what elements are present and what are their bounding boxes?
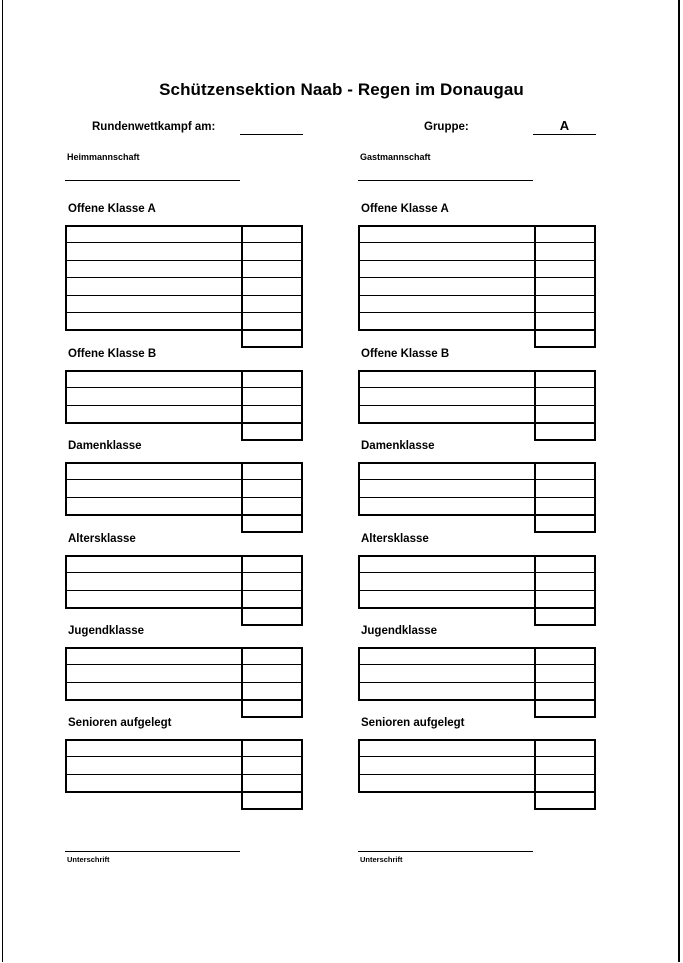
score-row[interactable]	[358, 774, 596, 775]
table-column-divider	[241, 739, 243, 792]
guest-team-field[interactable]	[358, 180, 533, 181]
table-right-border	[301, 462, 303, 515]
guest-section-label: Jugendklasse	[361, 625, 438, 637]
table-column-divider	[534, 462, 536, 515]
score-row[interactable]	[65, 682, 303, 683]
home-section-label: Altersklasse	[68, 533, 136, 545]
score-row[interactable]	[358, 647, 596, 649]
score-row[interactable]	[358, 682, 596, 683]
score-row[interactable]	[358, 462, 596, 464]
score-row[interactable]	[358, 572, 596, 573]
score-row[interactable]	[65, 312, 303, 313]
table-column-divider	[241, 225, 243, 330]
score-row[interactable]	[65, 370, 303, 372]
score-row[interactable]	[65, 277, 303, 278]
table-right-border	[594, 370, 596, 423]
score-row[interactable]	[65, 479, 303, 480]
table-column-divider	[241, 555, 243, 608]
guest-signature-line[interactable]	[358, 851, 533, 852]
table-column-divider	[241, 370, 243, 423]
score-row[interactable]	[65, 572, 303, 573]
score-row[interactable]	[358, 387, 596, 388]
score-row[interactable]	[358, 739, 596, 741]
score-row[interactable]	[358, 370, 596, 372]
score-row[interactable]	[65, 387, 303, 388]
score-row[interactable]	[65, 774, 303, 775]
score-row[interactable]	[65, 225, 303, 227]
date-field[interactable]	[240, 134, 303, 135]
score-row[interactable]	[358, 497, 596, 498]
home-section-label: Offene Klasse A	[68, 203, 156, 215]
guest-section-label: Altersklasse	[361, 533, 429, 545]
table-column-divider	[241, 462, 243, 515]
total-box[interactable]	[534, 423, 596, 441]
score-row[interactable]	[358, 277, 596, 278]
total-box[interactable]	[241, 700, 303, 718]
score-row[interactable]	[358, 312, 596, 313]
guest-signature-label: Unterschrift	[360, 855, 403, 864]
table-left-border	[358, 739, 360, 792]
total-box[interactable]	[241, 792, 303, 810]
total-box[interactable]	[534, 330, 596, 348]
home-team-label: Heimmannschaft	[67, 152, 140, 162]
home-signature-line[interactable]	[65, 851, 240, 852]
table-left-border	[65, 370, 67, 423]
score-row[interactable]	[65, 242, 303, 243]
score-row[interactable]	[358, 479, 596, 480]
score-row[interactable]	[65, 756, 303, 757]
score-row[interactable]	[65, 405, 303, 406]
score-row[interactable]	[65, 664, 303, 665]
table-left-border	[358, 462, 360, 515]
home-signature-label: Unterschrift	[67, 855, 110, 864]
total-box[interactable]	[241, 608, 303, 626]
table-column-divider	[534, 225, 536, 330]
total-box[interactable]	[534, 792, 596, 810]
score-row[interactable]	[65, 260, 303, 261]
home-team-field[interactable]	[65, 180, 240, 181]
table-right-border	[301, 555, 303, 608]
table-column-divider	[534, 647, 536, 700]
score-row[interactable]	[358, 756, 596, 757]
total-box[interactable]	[241, 423, 303, 441]
score-row[interactable]	[358, 295, 596, 296]
table-left-border	[65, 647, 67, 700]
home-section-label: Offene Klasse B	[68, 348, 157, 360]
table-left-border	[65, 462, 67, 515]
table-right-border	[594, 739, 596, 792]
table-right-border	[594, 225, 596, 330]
table-left-border	[65, 225, 67, 330]
home-section-label: Jugendklasse	[68, 625, 145, 637]
table-left-border	[358, 555, 360, 608]
group-value[interactable]: A	[559, 118, 570, 133]
guest-section-label: Senioren aufgelegt	[361, 717, 465, 729]
table-column-divider	[241, 647, 243, 700]
table-left-border	[358, 370, 360, 423]
home-section-label: Senioren aufgelegt	[68, 717, 172, 729]
page-title: Schützensektion Naab - Regen im Donaugau	[159, 80, 524, 99]
score-row[interactable]	[358, 242, 596, 243]
total-box[interactable]	[534, 608, 596, 626]
table-left-border	[65, 555, 67, 608]
total-box[interactable]	[241, 330, 303, 348]
group-field-line	[533, 134, 596, 135]
table-right-border	[594, 647, 596, 700]
table-right-border	[594, 555, 596, 608]
table-right-border	[301, 647, 303, 700]
table-right-border	[301, 370, 303, 423]
table-column-divider	[534, 555, 536, 608]
score-row[interactable]	[358, 405, 596, 406]
score-row[interactable]	[65, 497, 303, 498]
table-right-border	[594, 462, 596, 515]
score-row[interactable]	[65, 295, 303, 296]
date-label: Rundenwettkampf am:	[92, 121, 216, 133]
home-section-label: Damenklasse	[68, 440, 142, 452]
total-box[interactable]	[534, 515, 596, 533]
table-column-divider	[534, 739, 536, 792]
total-box[interactable]	[534, 700, 596, 718]
guest-section-label: Damenklasse	[361, 440, 435, 452]
table-left-border	[358, 647, 360, 700]
table-left-border	[65, 739, 67, 792]
table-left-border	[358, 225, 360, 330]
guest-team-label: Gastmannschaft	[360, 152, 431, 162]
score-row[interactable]	[358, 664, 596, 665]
page-frame	[2, 0, 680, 962]
score-row[interactable]	[358, 260, 596, 261]
table-right-border	[301, 225, 303, 330]
score-row[interactable]	[358, 590, 596, 591]
group-label: Gruppe:	[424, 121, 469, 133]
score-row[interactable]	[65, 647, 303, 649]
score-row[interactable]	[65, 462, 303, 464]
table-right-border	[301, 739, 303, 792]
score-row[interactable]	[358, 225, 596, 227]
score-row[interactable]	[65, 590, 303, 591]
score-row[interactable]	[65, 555, 303, 557]
table-column-divider	[534, 370, 536, 423]
score-row[interactable]	[65, 739, 303, 741]
total-box[interactable]	[241, 515, 303, 533]
guest-section-label: Offene Klasse A	[361, 203, 449, 215]
score-row[interactable]	[358, 555, 596, 557]
guest-section-label: Offene Klasse B	[361, 348, 450, 360]
